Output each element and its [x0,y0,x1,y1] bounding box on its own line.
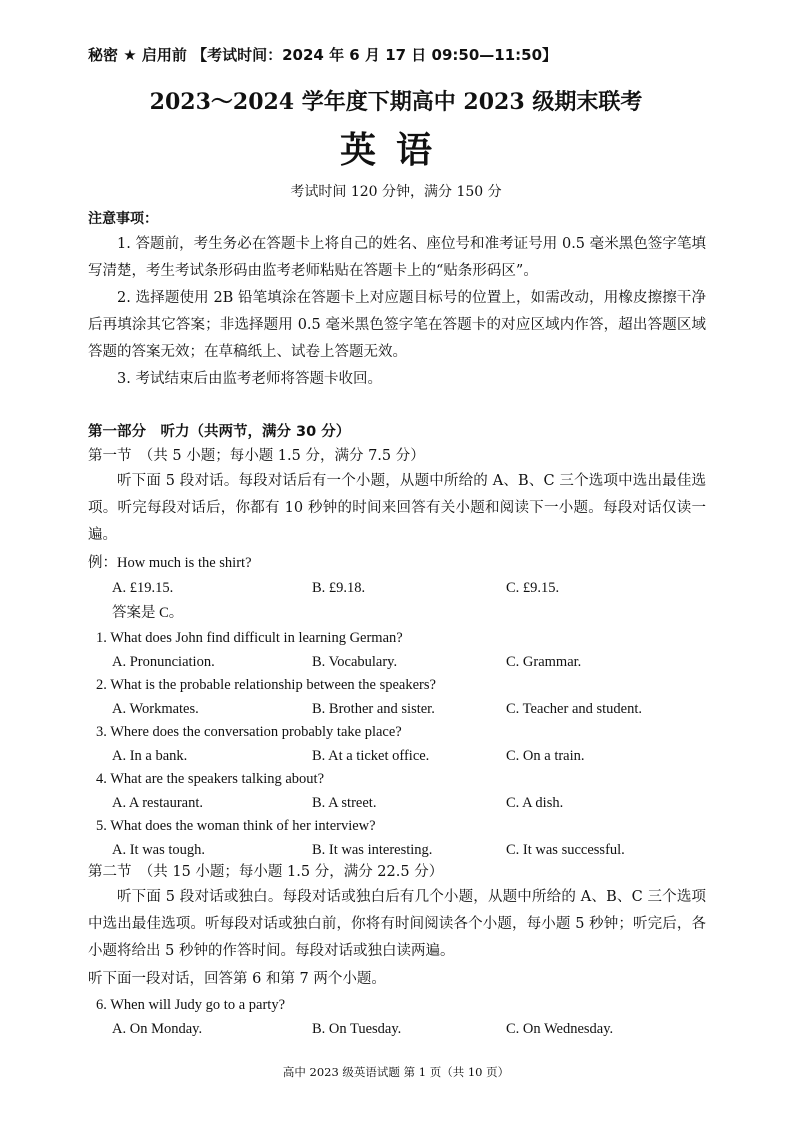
q1-option-b: B. Vocabulary. [312,654,398,670]
section2-instructions: 听下面 5 段对话或独白。每段对话或独白后有几个小题，从题中所给的 A、B、C 三个选项中选出最佳选项。听每段对话或独白前，你将有时间阅读各个小题，每小题 5 秒钟；听完后，各小题将给出 5 秒钟的作答时间。每段对话或独白读两遍。 [88,889,706,959]
q5-option-b: B. It was interesting. [312,842,433,858]
question-3: 3. Where does the conversation probably take place? [96,724,402,740]
q2-option-c: C. Teacher and student. [506,701,643,717]
part1-heading: 第一部分 听力（共两节，满分 30 分） [88,424,351,440]
example-question: 例：How much is the shirt? [88,555,252,571]
exam-title: 2023～2024 学年度下期高中 2023 级期末联考 [149,89,643,115]
q6-option-b: B. On Tuesday. [312,1021,402,1037]
example-answer: 答案是 C。 [112,605,184,621]
q3-option-b: B. At a ticket office. [312,748,430,764]
note-item: 1. 答题前，考生务必在答题卡上将自己的姓名、座位号和准考证号用 0.5 毫米黑色签字笔填写清楚，考生考试条形码由监考老师粘贴在答题卡上的“贴条形码区”。 [88,236,706,279]
section1-instructions: 听下面 5 段对话。每段对话后有一个小题，从题中所给的 A、B、C 三个选项中选出最佳选项。听完每段对话后，你都有 10 秒钟的时间来回答有关小题和阅读下一小题。每段对话仅读一遍。 [88,473,706,543]
example-option-c: C. £9.15. [506,580,560,596]
q2-option-a: A. Workmates. [112,701,199,717]
q6-option-a: A. On Monday. [112,1021,203,1037]
exam-meta: 考试时间 120 分钟，满分 150 分 [290,184,502,200]
question-5: 5. What does the woman think of her interview? [96,818,376,834]
notes-heading: 注意事项： [88,211,158,227]
section1-heading: 第一节 （共 5 小题；每小题 1.5 分，满分 7.5 分） [88,448,425,464]
subject-title: 英语 [339,129,452,171]
question-1: 1. What does John find difficult in learning German? [96,630,403,646]
example-option-b: B. £9.18. [312,580,366,596]
example-option-a: A. £19.15. [112,580,174,596]
q3-option-a: A. In a bank. [112,748,188,764]
page-footer: 高中 2023 级英语试题 第 1 页（共 10 页） [282,1065,510,1079]
note-item: 3. 考试结束后由监考老师将答题卡收回。 [117,371,382,387]
question-4: 4. What are the speakers talking about? [96,771,325,787]
q4-option-a: A. A restaurant. [112,795,204,811]
q3-option-c: C. On a train. [506,748,585,764]
q1-option-c: C. Grammar. [506,654,582,670]
section2-lead: 听下面一段对话，回答第 6 和第 7 两个小题。 [88,971,386,987]
q6-option-c: C. On Wednesday. [506,1021,614,1037]
section2-heading: 第二节 （共 15 小题；每小题 1.5 分，满分 22.5 分） [88,864,444,880]
q2-option-b: B. Brother and sister. [312,701,435,717]
confidential-header: 秘密 ★ 启用前 【考试时间：2024 年 6 月 17 日 09:50—11:50】 [88,46,558,64]
q1-option-a: A. Pronunciation. [112,654,215,670]
q5-option-c: C. It was successful. [506,842,625,858]
question-6: 6. When will Judy go to a party? [96,997,286,1013]
q5-option-a: A. It was tough. [112,842,206,858]
note-item: 2. 选择题使用 2B 铅笔填涂在答题卡上对应题目标号的位置上，如需改动，用橡皮擦擦干净后再填涂其它答案；非选择题用 0.5 毫米黑色签字笔在答题卡的对应区域内作答，超出答题区域答题的答案无效；在草稿纸上、试卷上答题无效。 [88,290,706,360]
question-2: 2. What is the probable relationship between the speakers? [96,677,436,693]
q4-option-c: C. A dish. [506,795,564,811]
q4-option-b: B. A street. [312,795,377,811]
